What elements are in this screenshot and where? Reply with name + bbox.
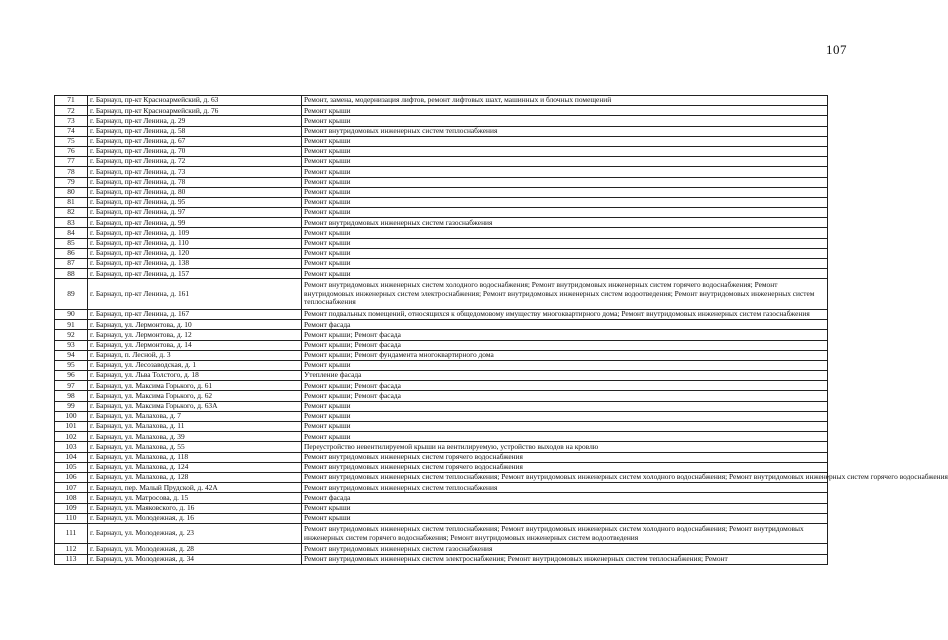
address-cell: г. Барнаул, ул. Лесозаводская, д. 1 bbox=[88, 360, 302, 370]
row-number-cell: 86 bbox=[55, 248, 88, 258]
address-cell: г. Барнаул, ул. Молодежная, д. 28 bbox=[88, 544, 302, 554]
work-type-cell: Ремонт внутридомовых инженерных систем теплоснабжения; Ремонт внутридомовых инженерных систем холодного водоснабжения; Ремонт внутридомовых инженерных систем горячего водоснабжения bbox=[302, 472, 828, 482]
work-type-cell: Ремонт внутридомовых инженерных систем горячего водоснабжения bbox=[302, 452, 828, 462]
work-type-cell: Ремонт крыши; Ремонт фасада bbox=[302, 340, 828, 350]
row-number-cell: 107 bbox=[55, 483, 88, 493]
address-cell: г. Барнаул, ул. Молодежная, д. 16 bbox=[88, 513, 302, 523]
table-row bbox=[55, 523, 828, 544]
work-type-cell: Ремонт крыши bbox=[302, 136, 828, 146]
address-cell: г. Барнаул, ул. Матросова, д. 15 bbox=[88, 493, 302, 503]
address-cell: г. Барнаул, ул. Малахова, д. 124 bbox=[88, 462, 302, 472]
table-row bbox=[55, 330, 828, 340]
address-cell: г. Барнаул, пр-кт Ленина, д. 78 bbox=[88, 177, 302, 187]
row-number-cell: 84 bbox=[55, 228, 88, 238]
row-number-cell: 106 bbox=[55, 472, 88, 482]
address-cell: г. Барнаул, ул. Малахова, д. 11 bbox=[88, 422, 302, 432]
work-type-cell: Ремонт крыши; Ремонт фасада bbox=[302, 381, 828, 391]
table-row bbox=[55, 269, 828, 279]
row-number-cell: 112 bbox=[55, 544, 88, 554]
address-cell: г. Барнаул, ул. Максима Горького, д. 63А bbox=[88, 401, 302, 411]
work-type-cell: Ремонт крыши; Ремонт фундамента многоквартирного дома bbox=[302, 350, 828, 360]
row-number-cell: 96 bbox=[55, 371, 88, 381]
table-row bbox=[55, 462, 828, 472]
work-type-cell: Ремонт крыши bbox=[302, 503, 828, 513]
address-cell: г. Барнаул, пер. Малый Прудской, д. 42А bbox=[88, 483, 302, 493]
row-number-cell: 113 bbox=[55, 554, 88, 564]
row-number-cell: 74 bbox=[55, 126, 88, 136]
address-cell: г. Барнаул, ул. Лермонтова, д. 12 bbox=[88, 330, 302, 340]
row-number-cell: 102 bbox=[55, 432, 88, 442]
work-type-cell: Ремонт внутридомовых инженерных систем газоснабжения bbox=[302, 544, 828, 554]
table-row bbox=[55, 442, 828, 452]
work-type-cell: Ремонт подвальных помещений, относящихся к общедомовому имуществу многоквартирного дома; Ремонт внутридомовых инженерных систем газоснабжения bbox=[302, 309, 828, 319]
work-type-cell: Ремонт крыши bbox=[302, 259, 828, 269]
address-cell: г. Барнаул, ул. Маяковского, д. 16 bbox=[88, 503, 302, 513]
address-cell: г. Барнаул, ул. Малахова, д. 39 bbox=[88, 432, 302, 442]
row-number-cell: 111 bbox=[55, 523, 88, 544]
table-row bbox=[55, 411, 828, 421]
row-number-cell: 99 bbox=[55, 401, 88, 411]
work-type-cell: Ремонт крыши bbox=[302, 422, 828, 432]
address-cell: г. Барнаул, пр-кт Ленина, д. 70 bbox=[88, 146, 302, 156]
address-cell: г. Барнаул, пр-кт Красноармейский, д. 63 bbox=[88, 96, 302, 106]
address-cell: г. Барнаул, пр-кт Ленина, д. 97 bbox=[88, 208, 302, 218]
address-cell: г. Барнаул, пр-кт Ленина, д. 138 bbox=[88, 259, 302, 269]
address-cell: г. Барнаул, пр-кт Ленина, д. 58 bbox=[88, 126, 302, 136]
row-number-cell: 72 bbox=[55, 106, 88, 116]
work-type-cell: Ремонт внутридомовых инженерных систем теплоснабжения; Ремонт внутридомовых инженерных систем холодного водоснабжения; Ремонт внутридомовых инженерных систем горячего водоснабжения; Ремонт внутридомовых инженерных систем водоотведения bbox=[302, 523, 828, 544]
address-cell: г. Барнаул, ул. Малахова, д. 128 bbox=[88, 472, 302, 482]
work-type-cell: Ремонт крыши bbox=[302, 116, 828, 126]
address-cell: г. Барнаул, пр-кт Ленина, д. 157 bbox=[88, 269, 302, 279]
row-number-cell: 108 bbox=[55, 493, 88, 503]
table-row bbox=[55, 248, 828, 258]
table-row bbox=[55, 544, 828, 554]
table-row bbox=[55, 320, 828, 330]
address-cell: г. Барнаул, ул. Малахова, д. 7 bbox=[88, 411, 302, 421]
row-number-cell: 93 bbox=[55, 340, 88, 350]
table-row bbox=[55, 197, 828, 207]
address-cell: г. Барнаул, пр-кт Ленина, д. 110 bbox=[88, 238, 302, 248]
address-cell: г. Барнаул, пр-кт Ленина, д. 95 bbox=[88, 197, 302, 207]
row-number-cell: 103 bbox=[55, 442, 88, 452]
table-row bbox=[55, 157, 828, 167]
work-type-cell: Ремонт крыши bbox=[302, 513, 828, 523]
row-number-cell: 104 bbox=[55, 452, 88, 462]
row-number-cell: 94 bbox=[55, 350, 88, 360]
row-number-cell: 79 bbox=[55, 177, 88, 187]
address-cell: г. Барнаул, пр-кт Ленина, д. 67 bbox=[88, 136, 302, 146]
work-type-cell: Ремонт фасада bbox=[302, 320, 828, 330]
row-number-cell: 89 bbox=[55, 279, 88, 310]
work-type-cell: Ремонт крыши bbox=[302, 177, 828, 187]
table-row bbox=[55, 96, 828, 106]
address-cell: г. Барнаул, пр-кт Ленина, д. 72 bbox=[88, 157, 302, 167]
table-row bbox=[55, 350, 828, 360]
table-row bbox=[55, 146, 828, 156]
table-row bbox=[55, 218, 828, 228]
row-number-cell: 97 bbox=[55, 381, 88, 391]
work-type-cell: Ремонт, замена, модернизация лифтов, ремонт лифтовых шахт, машинных и блочных помещений bbox=[302, 96, 828, 106]
table-row bbox=[55, 116, 828, 126]
work-type-cell: Ремонт крыши bbox=[302, 360, 828, 370]
row-number-cell: 82 bbox=[55, 208, 88, 218]
row-number-cell: 91 bbox=[55, 320, 88, 330]
address-cell: г. Барнаул, ул. Молодежная, д. 34 bbox=[88, 554, 302, 564]
address-cell: г. Барнаул, пр-кт Ленина, д. 73 bbox=[88, 167, 302, 177]
row-number-cell: 92 bbox=[55, 330, 88, 340]
work-type-cell: Ремонт крыши bbox=[302, 157, 828, 167]
row-number-cell: 75 bbox=[55, 136, 88, 146]
work-type-cell: Ремонт внутридомовых инженерных систем газоснабжения bbox=[302, 218, 828, 228]
table-row bbox=[55, 391, 828, 401]
row-number-cell: 87 bbox=[55, 259, 88, 269]
table-row bbox=[55, 493, 828, 503]
work-type-cell: Ремонт крыши bbox=[302, 167, 828, 177]
table-row bbox=[55, 472, 828, 482]
address-cell: г. Барнаул, пр-кт Ленина, д. 99 bbox=[88, 218, 302, 228]
address-cell: г. Барнаул, ул. Молодежная, д. 23 bbox=[88, 523, 302, 544]
work-type-cell: Ремонт крыши bbox=[302, 197, 828, 207]
table-row bbox=[55, 126, 828, 136]
page-number: 107 bbox=[826, 42, 847, 57]
table-row bbox=[55, 371, 828, 381]
address-cell: г. Барнаул, пр-кт Ленина, д. 29 bbox=[88, 116, 302, 126]
work-type-cell: Ремонт внутридомовых инженерных систем горячего водоснабжения bbox=[302, 462, 828, 472]
work-type-cell: Ремонт крыши bbox=[302, 401, 828, 411]
address-cell: г. Барнаул, пр-кт Ленина, д. 109 bbox=[88, 228, 302, 238]
table-row bbox=[55, 360, 828, 370]
row-number-cell: 90 bbox=[55, 309, 88, 319]
table-row bbox=[55, 208, 828, 218]
row-number-cell: 110 bbox=[55, 513, 88, 523]
work-type-cell: Переустройство невентилируемой крыши на вентилируемую, устройство выходов на кровлю bbox=[302, 442, 828, 452]
table-row bbox=[55, 340, 828, 350]
row-number-cell: 105 bbox=[55, 462, 88, 472]
address-cell: г. Барнаул, ул. Лермонтова, д. 14 bbox=[88, 340, 302, 350]
table-row bbox=[55, 422, 828, 432]
table-row bbox=[55, 554, 828, 564]
row-number-cell: 88 bbox=[55, 269, 88, 279]
row-number-cell: 78 bbox=[55, 167, 88, 177]
work-type-cell: Ремонт внутридомовых инженерных систем теплоснабжения bbox=[302, 126, 828, 136]
work-type-cell: Ремонт крыши; Ремонт фасада bbox=[302, 391, 828, 401]
address-cell: г. Барнаул, ул. Льва Толстого, д. 18 bbox=[88, 371, 302, 381]
row-number-cell: 98 bbox=[55, 391, 88, 401]
work-type-cell: Ремонт внутридомовых инженерных систем электроснабжения; Ремонт внутридомовых инженерных систем теплоснабжения; Ремонт bbox=[302, 554, 828, 564]
address-cell: г. Барнаул, ул. Максима Горького, д. 61 bbox=[88, 381, 302, 391]
table-row bbox=[55, 228, 828, 238]
work-type-cell: Утепление фасада bbox=[302, 371, 828, 381]
row-number-cell: 73 bbox=[55, 116, 88, 126]
work-type-cell: Ремонт фасада bbox=[302, 493, 828, 503]
address-cell: г. Барнаул, пр-кт Ленина, д. 80 bbox=[88, 187, 302, 197]
table-row bbox=[55, 309, 828, 319]
address-cell: г. Барнаул, пр-кт Ленина, д. 161 bbox=[88, 279, 302, 310]
work-type-cell: Ремонт крыши bbox=[302, 238, 828, 248]
work-type-cell: Ремонт крыши bbox=[302, 208, 828, 218]
work-type-cell: Ремонт внутридомовых инженерных систем холодного водоснабжения; Ремонт внутридомовых инженерных систем горячего водоснабжения; Ремонт внутридомовых инженерных систем электроснабжения; Ремонт внутридомовых инженерных систем водоотведения; Ремонт внутридомовых инженерных систем теплоснабжения bbox=[302, 279, 828, 310]
address-cell: г. Барнаул, пр-кт Красноармейский, д. 76 bbox=[88, 106, 302, 116]
address-cell: г. Барнаул, ул. Малахова, д. 55 bbox=[88, 442, 302, 452]
row-number-cell: 100 bbox=[55, 411, 88, 421]
work-type-cell: Ремонт крыши bbox=[302, 228, 828, 238]
table-row bbox=[55, 259, 828, 269]
work-type-cell: Ремонт крыши; Ремонт фасада bbox=[302, 330, 828, 340]
row-number-cell: 83 bbox=[55, 218, 88, 228]
work-type-cell: Ремонт крыши bbox=[302, 187, 828, 197]
table-row bbox=[55, 513, 828, 523]
table-row bbox=[55, 167, 828, 177]
row-number-cell: 85 bbox=[55, 238, 88, 248]
table-row bbox=[55, 238, 828, 248]
row-number-cell: 71 bbox=[55, 96, 88, 106]
row-number-cell: 76 bbox=[55, 146, 88, 156]
address-cell: г. Барнаул, ул. Лермонтова, д. 10 bbox=[88, 320, 302, 330]
table-row bbox=[55, 106, 828, 116]
table-row bbox=[55, 432, 828, 442]
row-number-cell: 95 bbox=[55, 360, 88, 370]
work-type-cell: Ремонт внутридомовых инженерных систем теплоснабжения bbox=[302, 483, 828, 493]
table-row bbox=[55, 381, 828, 391]
work-type-cell: Ремонт крыши bbox=[302, 146, 828, 156]
work-type-cell: Ремонт крыши bbox=[302, 432, 828, 442]
row-number-cell: 77 bbox=[55, 157, 88, 167]
work-type-cell: Ремонт крыши bbox=[302, 248, 828, 258]
table-row bbox=[55, 187, 828, 197]
table-row bbox=[55, 503, 828, 513]
repair-works-table bbox=[54, 95, 948, 565]
work-type-cell: Ремонт крыши bbox=[302, 411, 828, 421]
row-number-cell: 81 bbox=[55, 197, 88, 207]
address-cell: г. Барнаул, ул. Максима Горького, д. 62 bbox=[88, 391, 302, 401]
address-cell: г. Барнаул, п. Лесной, д. 3 bbox=[88, 350, 302, 360]
work-type-cell: Ремонт крыши bbox=[302, 269, 828, 279]
address-cell: г. Барнаул, пр-кт Ленина, д. 167 bbox=[88, 309, 302, 319]
table-row bbox=[55, 136, 828, 146]
table-row bbox=[55, 401, 828, 411]
address-cell: г. Барнаул, пр-кт Ленина, д. 120 bbox=[88, 248, 302, 258]
table-row bbox=[55, 177, 828, 187]
table-row bbox=[55, 279, 828, 310]
row-number-cell: 109 bbox=[55, 503, 88, 513]
table-row bbox=[55, 452, 828, 462]
row-number-cell: 101 bbox=[55, 422, 88, 432]
work-type-cell: Ремонт крыши bbox=[302, 106, 828, 116]
row-number-cell: 80 bbox=[55, 187, 88, 197]
table-row bbox=[55, 483, 828, 493]
table-body bbox=[55, 95, 948, 565]
address-cell: г. Барнаул, ул. Малахова, д. 118 bbox=[88, 452, 302, 462]
